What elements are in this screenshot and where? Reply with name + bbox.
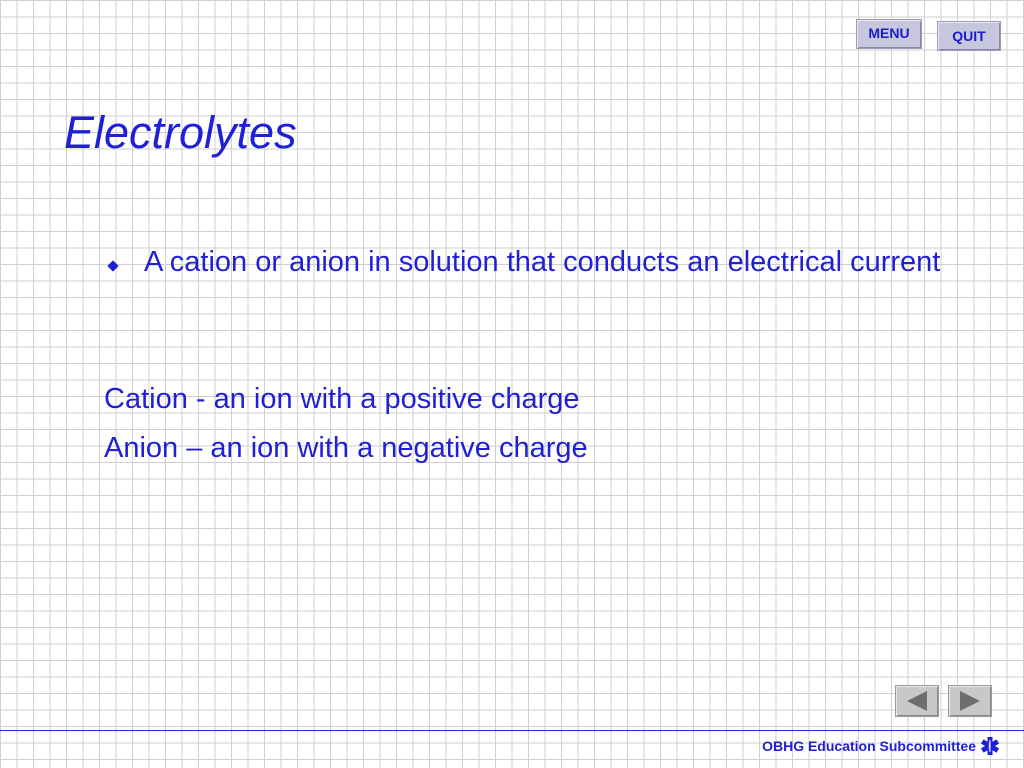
footer-divider xyxy=(0,730,1024,731)
bullet-text: A cation or anion in solution that conducts an electrical current xyxy=(144,246,941,278)
previous-slide-button[interactable] xyxy=(895,685,939,717)
slide-title: Electrolytes xyxy=(64,107,297,158)
bullet-item xyxy=(104,243,984,282)
diamond-bullet-icon xyxy=(104,243,144,270)
footer xyxy=(762,736,1000,756)
cation-definition: Cation - an ion with a positive charge xyxy=(104,383,580,415)
star-of-life-icon xyxy=(980,736,1000,756)
quit-button[interactable]: QUIT xyxy=(937,21,1001,51)
triangle-right-icon xyxy=(960,691,980,711)
footer-text: OBHG Education Subcommittee xyxy=(762,738,976,754)
triangle-left-icon xyxy=(907,691,927,711)
menu-button[interactable]: MENU xyxy=(856,19,922,49)
anion-definition: Anion – an ion with a negative charge xyxy=(104,432,588,464)
next-slide-button[interactable] xyxy=(948,685,992,717)
